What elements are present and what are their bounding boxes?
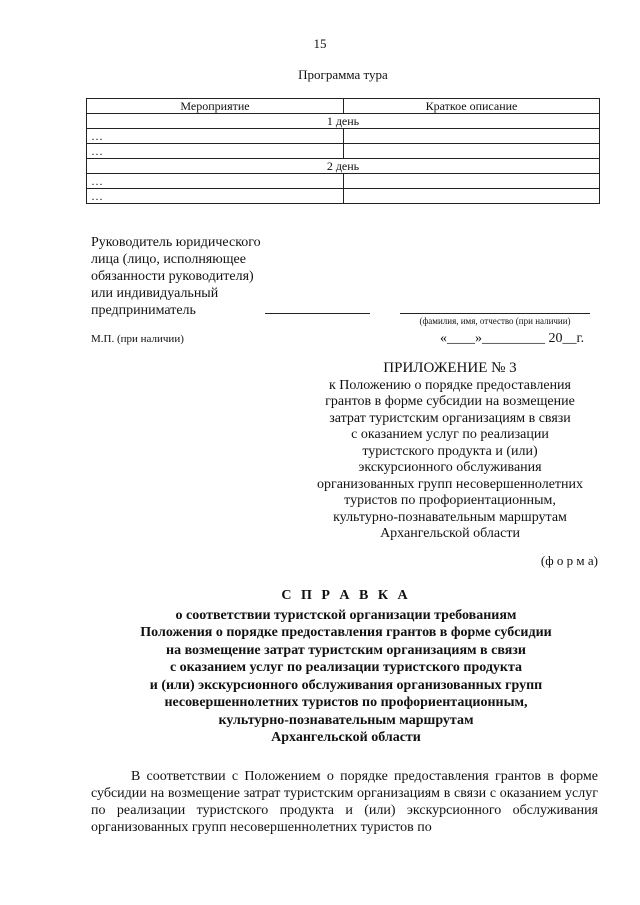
appendix-line: к Положению о порядке предоставления <box>329 377 571 393</box>
day-label: 2 день <box>87 159 600 174</box>
spravka-line: культурно-познавательным маршрутам <box>218 712 474 728</box>
appendix-line: экскурсионного обслуживания <box>358 460 542 475</box>
table-cell <box>344 129 600 144</box>
spravka-line: на возмещение затрат туристским организациям в связи <box>166 642 526 658</box>
appendix-header <box>300 360 600 543</box>
spravka-heading <box>91 587 601 747</box>
appendix-heading: ПРИЛОЖЕНИЕ № 3 <box>383 360 517 376</box>
signer-role-line: лица (лицо, исполняющее <box>91 252 246 267</box>
spravka-line: с оказанием услуг по реализации туристского продукта <box>169 660 523 675</box>
name-caption: (фамилия, имя, отчество (при наличии) <box>419 316 571 326</box>
appendix-line: культурно-познавательным маршрутам <box>333 509 567 525</box>
appendix-line: грантов в форме субсидии на возмещение <box>325 394 575 409</box>
spravka-line: Положения о порядке предоставления грантов в форме субсидии <box>140 625 552 640</box>
program-table <box>86 98 600 204</box>
spravka-line: Архангельской области <box>271 730 421 745</box>
spravka-line: несовершеннолетних туристов по профориентационным, <box>164 695 528 710</box>
table-cell: … <box>87 144 344 159</box>
day-label: 1 день <box>87 114 600 129</box>
column-header: Краткое описание <box>344 99 600 114</box>
table-row <box>87 114 600 129</box>
appendix-line: затрат туристским организациям в связи <box>329 410 571 426</box>
table-cell: … <box>87 189 344 204</box>
spravka-title: С П Р А В К А <box>281 588 411 603</box>
signer-role-line: или индивидуальный <box>91 286 219 301</box>
appendix-line: с оказанием услуг по реализации <box>351 427 549 442</box>
spravka-line: и (или) экскурсионного обслуживания организованных групп <box>149 677 543 693</box>
table-title: Программа тура <box>298 67 388 82</box>
table-cell: … <box>87 174 344 189</box>
body-paragraph: В соответствии с Положением о порядке предоставления грантов в форме субсидии на возмещение затрат туристским организациям в связи с оказанием услуг по реализации туристского продукта и (или) экскурсионного обслуживания организованных групп несовершеннолетних туристов по <box>91 769 598 835</box>
page-number: 15 <box>313 36 327 51</box>
table-header-row <box>87 99 600 114</box>
table-cell: … <box>87 129 344 144</box>
table-cell <box>344 189 600 204</box>
form-label: (ф о р м а) <box>540 553 598 568</box>
name-line <box>400 313 590 314</box>
table-cell <box>344 144 600 159</box>
signer-role <box>91 234 291 319</box>
signer-role-line: обязанности руководителя) <box>91 269 254 284</box>
appendix-line: организованных групп несовершеннолетних <box>316 476 584 492</box>
table-cell <box>344 174 600 189</box>
appendix-line: туристов по профориентационным, <box>344 493 556 508</box>
table-row <box>87 159 600 174</box>
stamp-place: М.П. (при наличии) <box>91 333 184 345</box>
table-row <box>87 189 600 204</box>
spravka-line: о соответствии туристской организации требованиям <box>175 607 517 623</box>
signer-role-line: Руководитель юридического <box>91 235 261 250</box>
column-header: Мероприятие <box>87 99 344 114</box>
table-row <box>87 174 600 189</box>
table-row <box>87 144 600 159</box>
date-field: «____»_________ 20__г. <box>440 331 585 346</box>
appendix-line: туристского продукта и (или) <box>362 443 538 459</box>
signer-role-line: предприниматель <box>91 303 196 318</box>
table-row <box>87 129 600 144</box>
signature-line <box>265 313 370 314</box>
appendix-line: Архангельской области <box>380 526 520 541</box>
